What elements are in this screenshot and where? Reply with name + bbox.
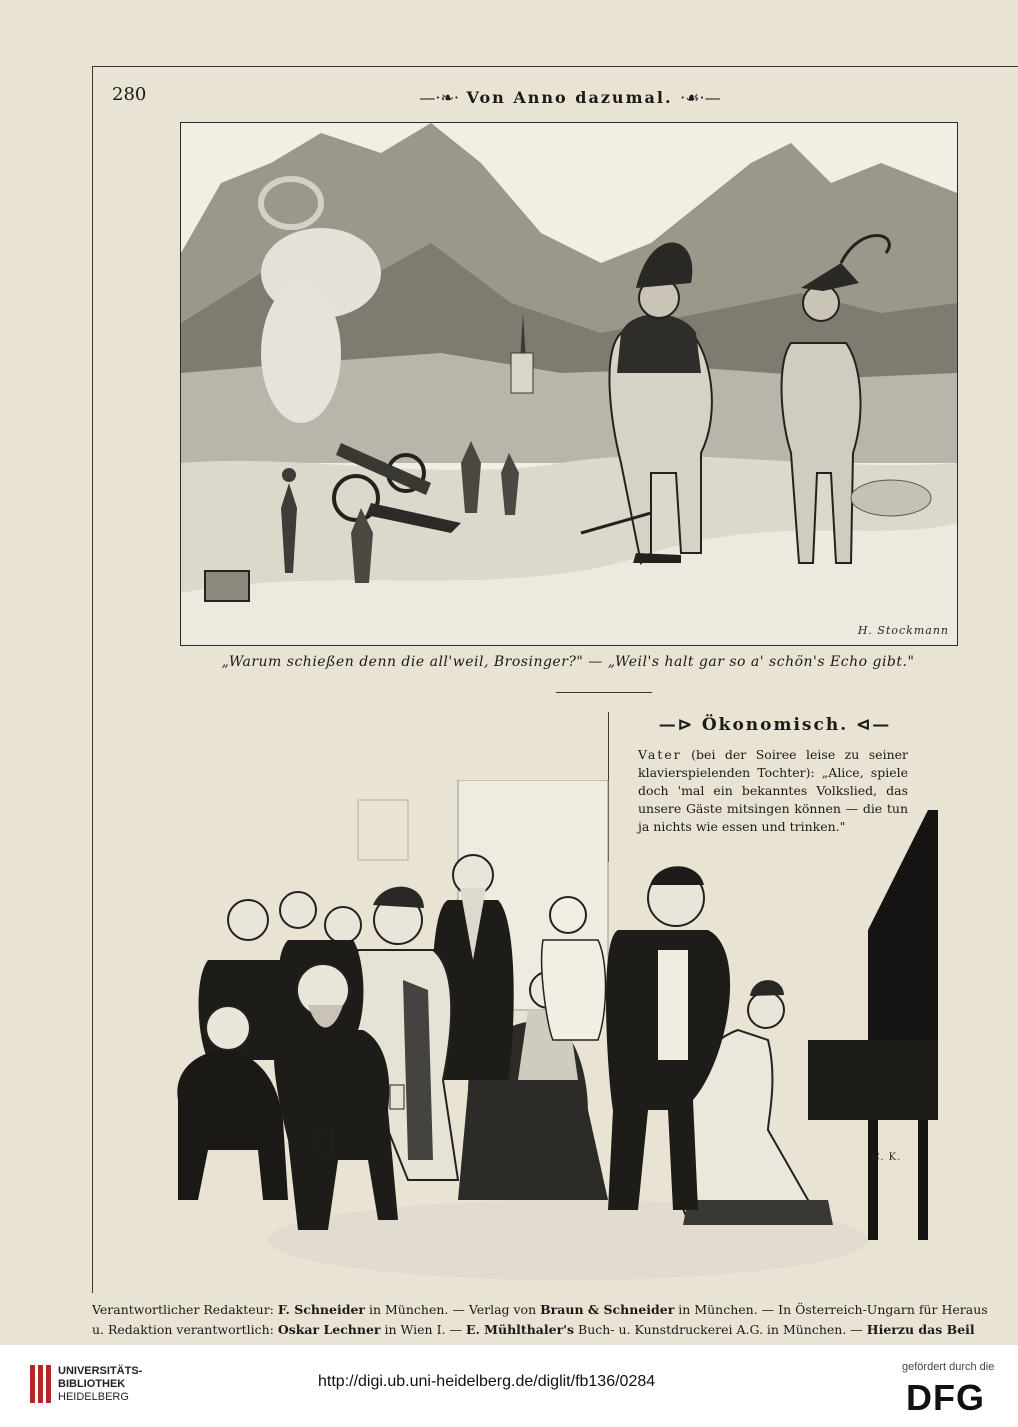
bottom-illustration-signature: C. K.	[872, 1152, 902, 1163]
source-url-link[interactable]: http://digi.ub.uni-heidelberg.de/diglit/fb136/0284	[318, 1373, 656, 1390]
top-illustration-signature: H. Stockmann	[857, 624, 949, 637]
article-text: (bei der Soiree leise zu seiner klavierspielenden Tochter): „Alice, spiele doch 'mal ein bekanntes Volkslied, das unsere Gäste mitsingen können — die tun ja nichts wie essen und trinken."	[638, 747, 908, 834]
library-logo-icon	[30, 1365, 52, 1403]
footer-bar	[0, 1345, 1018, 1427]
article-title-text: Ökonomisch.	[701, 715, 849, 735]
mountain-scene-drawing	[181, 123, 957, 645]
running-head	[400, 88, 740, 107]
library-name: UNIVERSITÄTS- BIBLIOTHEK HEIDELBERG	[58, 1365, 143, 1403]
library-mark-icon	[30, 1365, 52, 1403]
title-ornament-left-icon: —⊳	[658, 715, 702, 735]
ornament-right-icon: ·☙·—	[680, 88, 721, 107]
section-divider	[556, 692, 652, 693]
article-speaker: Vater	[638, 747, 682, 762]
top-illustration-caption: „Warum schießen denn die all'weil, Brosinger?" — „Weil's halt gar so a' schön's Echo gibt."	[221, 654, 915, 670]
imprint-line-2: u. Redaktion verantwortlich: Oskar Lechner in Wien I. — E. Mühlthaler's Buch- u. Kunstdruckerei A.G. in München. — Hierzu das Beil	[92, 1322, 975, 1337]
soiree-drawing	[168, 780, 948, 1285]
ornament-left-icon: —·❧·	[419, 88, 459, 107]
mountain-cannon-illustration	[180, 122, 958, 646]
article-title	[640, 715, 910, 735]
dfg-logo: DFG	[906, 1377, 985, 1418]
title-ornament-right-icon: ⊲—	[856, 715, 892, 735]
soiree-illustration	[168, 780, 948, 1285]
funding-note: gefördert durch die	[902, 1361, 995, 1373]
running-head-text: Von Anno dazumal.	[466, 88, 673, 107]
page-number: 280	[112, 84, 147, 105]
imprint	[92, 1300, 1018, 1340]
imprint-line-1: Verantwortlicher Redakteur: F. Schneider in München. — Verlag von Braun & Schneider in München. — In Österreich-Ungarn für Heraus	[92, 1302, 988, 1317]
